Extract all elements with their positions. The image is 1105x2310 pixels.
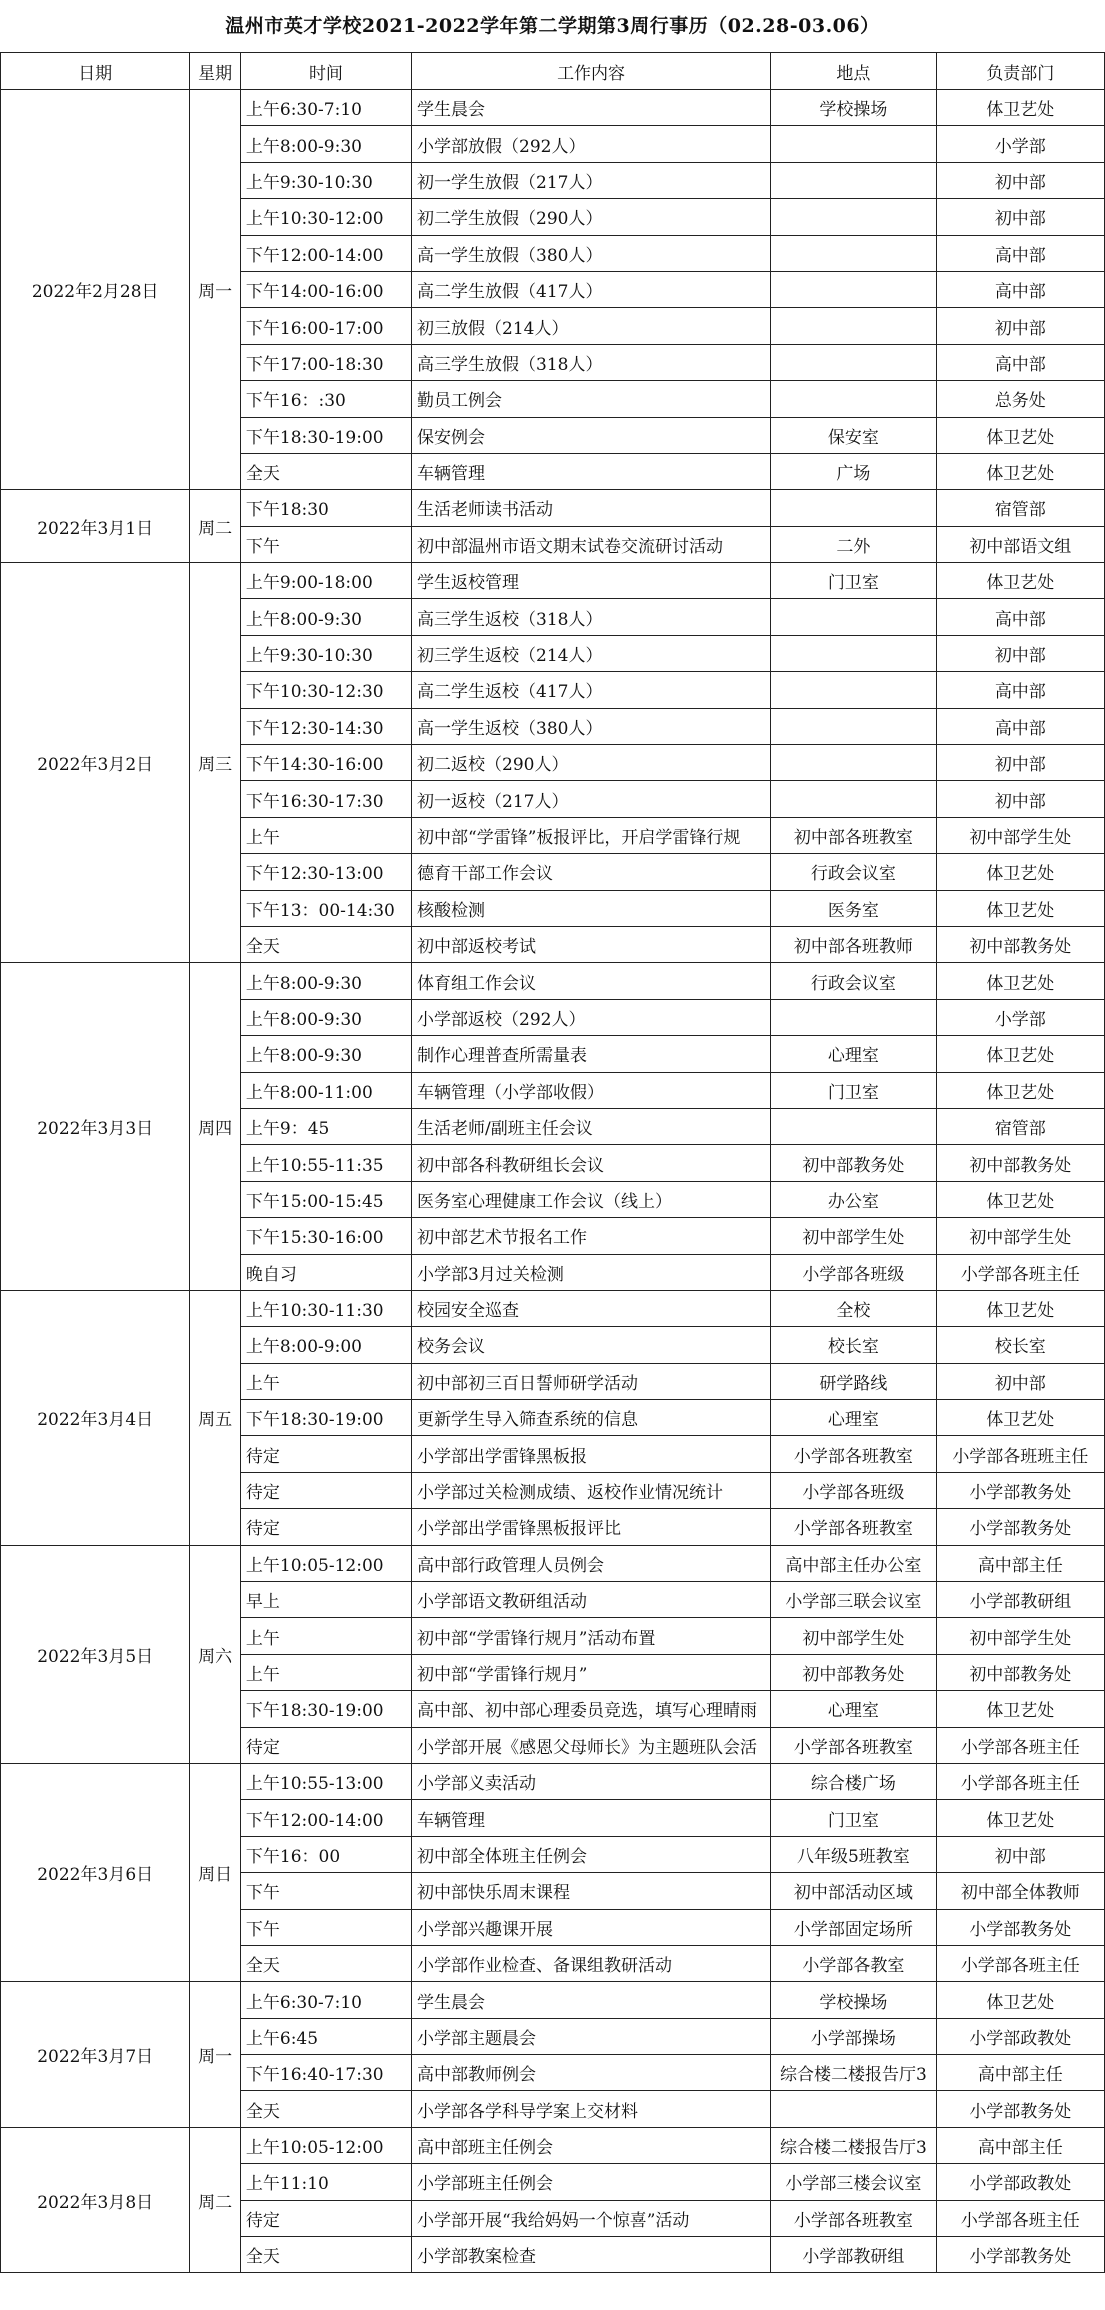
place-cell: [771, 490, 937, 526]
schedule-body: [1, 90, 1105, 2273]
dept-cell: 小学部: [936, 999, 1104, 1035]
content-cell: 小学部义卖活动: [412, 1763, 771, 1799]
time-cell: 下午18:30-19:00: [240, 1400, 411, 1436]
place-cell: [771, 999, 937, 1035]
place-cell: 初中部教务处: [771, 1654, 937, 1690]
time-cell: 上午9:30-10:30: [240, 162, 411, 198]
time-cell: 全天: [240, 453, 411, 489]
weekday-cell: 周日: [190, 1763, 241, 1981]
dept-cell: 初中部: [936, 199, 1104, 235]
content-cell: 初中部全体班主任例会: [412, 1836, 771, 1872]
time-cell: 下午16:00-17:00: [240, 308, 411, 344]
column-header-date: 日期: [1, 53, 190, 90]
dept-cell: 高中部: [936, 599, 1104, 635]
content-cell: 小学部语文教研组活动: [412, 1582, 771, 1618]
content-cell: 更新学生导入筛查系统的信息: [412, 1400, 771, 1436]
dept-cell: 小学部教务处: [936, 1472, 1104, 1508]
content-cell: 校务会议: [412, 1327, 771, 1363]
time-cell: 上午8:00-9:30: [240, 999, 411, 1035]
dept-cell: 小学部教务处: [936, 2237, 1104, 2273]
time-cell: 下午: [240, 526, 411, 562]
content-cell: 初三放假（214人）: [412, 308, 771, 344]
time-cell: 全天: [240, 926, 411, 962]
time-cell: 下午18:30-19:00: [240, 417, 411, 453]
place-cell: 初中部活动区域: [771, 1873, 937, 1909]
time-cell: 全天: [240, 2091, 411, 2127]
dept-cell: 高中部: [936, 672, 1104, 708]
dept-cell: 体卫艺处: [936, 1181, 1104, 1217]
weekday-cell: 周一: [190, 90, 241, 490]
content-cell: 车辆管理: [412, 1800, 771, 1836]
place-cell: 心理室: [771, 1036, 937, 1072]
content-cell: 小学部放假（292人）: [412, 126, 771, 162]
place-cell: [771, 235, 937, 271]
dept-cell: 小学部: [936, 126, 1104, 162]
dept-cell: 初中部: [936, 745, 1104, 781]
time-cell: 上午9:00-18:00: [240, 563, 411, 599]
place-cell: 全校: [771, 1290, 937, 1326]
content-cell: 高二学生放假（417人）: [412, 271, 771, 307]
time-cell: 下午14:00-16:00: [240, 271, 411, 307]
time-cell: 下午15:30-16:00: [240, 1218, 411, 1254]
place-cell: 初中部学生处: [771, 1618, 937, 1654]
date-cell: 2022年3月8日: [1, 2127, 190, 2273]
place-cell: 心理室: [771, 1691, 937, 1727]
dept-cell: 校长室: [936, 1327, 1104, 1363]
dept-cell: 小学部政教处: [936, 2018, 1104, 2054]
place-cell: [771, 381, 937, 417]
content-cell: 小学部开展“我给妈妈一个惊喜”活动: [412, 2200, 771, 2236]
dept-cell: 高中部主任: [936, 2127, 1104, 2163]
content-cell: 德育干部工作会议: [412, 854, 771, 890]
content-cell: 高中部教师例会: [412, 2055, 771, 2091]
weekday-cell: 周二: [190, 490, 241, 563]
content-cell: 小学部班主任例会: [412, 2164, 771, 2200]
content-cell: 学生晨会: [412, 1982, 771, 2018]
time-cell: 待定: [240, 1727, 411, 1763]
content-cell: 初中部艺术节报名工作: [412, 1218, 771, 1254]
time-cell: 下午16:30-17:30: [240, 781, 411, 817]
place-cell: 初中部教务处: [771, 1145, 937, 1181]
dept-cell: 体卫艺处: [936, 1982, 1104, 2018]
table-row: [1, 1290, 1105, 1326]
time-cell: 上午: [240, 817, 411, 853]
content-cell: 初中部返校考试: [412, 926, 771, 962]
dept-cell: 宿管部: [936, 490, 1104, 526]
weekday-cell: 周六: [190, 1545, 241, 1763]
place-cell: 小学部三联会议室: [771, 1582, 937, 1618]
time-cell: 下午12:00-14:00: [240, 1800, 411, 1836]
place-cell: 小学部各班教室: [771, 2200, 937, 2236]
content-cell: 高中部、初中部心理委员竞选，填写心理晴雨: [412, 1691, 771, 1727]
place-cell: [771, 308, 937, 344]
content-cell: 初一返校（217人）: [412, 781, 771, 817]
place-cell: 研学路线: [771, 1363, 937, 1399]
time-cell: 下午16：00: [240, 1836, 411, 1872]
dept-cell: 体卫艺处: [936, 854, 1104, 890]
dept-cell: 高中部: [936, 344, 1104, 380]
time-cell: 待定: [240, 1436, 411, 1472]
dept-cell: 初中部教务处: [936, 1145, 1104, 1181]
place-cell: 小学部各班教室: [771, 1509, 937, 1545]
time-cell: 上午: [240, 1654, 411, 1690]
weekday-cell: 周一: [190, 1982, 241, 2128]
dept-cell: 初中部学生处: [936, 817, 1104, 853]
content-cell: 高一学生返校（380人）: [412, 708, 771, 744]
content-cell: 初中部“学雷锋”板报评比，开启学雷锋行规: [412, 817, 771, 853]
place-cell: 小学部各班级: [771, 1254, 937, 1290]
dept-cell: 小学部各班主任: [936, 1763, 1104, 1799]
place-cell: 综合楼二楼报告厅3: [771, 2055, 937, 2091]
time-cell: 上午10:30-12:00: [240, 199, 411, 235]
time-cell: 上午8:00-11:00: [240, 1072, 411, 1108]
content-cell: 小学部兴趣课开展: [412, 1909, 771, 1945]
time-cell: 下午17:00-18:30: [240, 344, 411, 380]
content-cell: 保安例会: [412, 417, 771, 453]
dept-cell: 体卫艺处: [936, 1400, 1104, 1436]
content-cell: 初中部各科教研组长会议: [412, 1145, 771, 1181]
content-cell: 小学部开展《感恩父母师长》为主题班队会活: [412, 1727, 771, 1763]
place-cell: 办公室: [771, 1181, 937, 1217]
time-cell: 下午15:00-15:45: [240, 1181, 411, 1217]
content-cell: 高二学生返校（417人）: [412, 672, 771, 708]
dept-cell: 高中部主任: [936, 2055, 1104, 2091]
content-cell: 初二学生放假（290人）: [412, 199, 771, 235]
place-cell: 初中部各班教室: [771, 817, 937, 853]
content-cell: 学生晨会: [412, 90, 771, 126]
dept-cell: 小学部政教处: [936, 2164, 1104, 2200]
place-cell: 综合楼广场: [771, 1763, 937, 1799]
dept-cell: 高中部: [936, 708, 1104, 744]
place-cell: 保安室: [771, 417, 937, 453]
place-cell: [771, 2091, 937, 2127]
place-cell: [771, 1108, 937, 1144]
weekday-cell: 周五: [190, 1290, 241, 1545]
column-header-dept: 负责部门: [936, 53, 1104, 90]
content-cell: 小学部返校（292人）: [412, 999, 771, 1035]
time-cell: 早上: [240, 1582, 411, 1618]
time-cell: 上午10:05-12:00: [240, 2127, 411, 2163]
time-cell: 下午16：:30: [240, 381, 411, 417]
time-cell: 下午18:30: [240, 490, 411, 526]
content-cell: 小学部出学雷锋黑板报评比: [412, 1509, 771, 1545]
content-cell: 勤员工例会: [412, 381, 771, 417]
content-cell: 初中部“学雷锋行规月”活动布置: [412, 1618, 771, 1654]
place-cell: 综合楼二楼报告厅3: [771, 2127, 937, 2163]
place-cell: 初中部各班教师: [771, 926, 937, 962]
place-cell: 行政会议室: [771, 854, 937, 890]
place-cell: 二外: [771, 526, 937, 562]
time-cell: 全天: [240, 1945, 411, 1981]
dept-cell: 体卫艺处: [936, 890, 1104, 926]
dept-cell: 小学部各班主任: [936, 1945, 1104, 1981]
table-row: [1, 90, 1105, 126]
place-cell: [771, 745, 937, 781]
time-cell: 上午10:55-11:35: [240, 1145, 411, 1181]
place-cell: 医务室: [771, 890, 937, 926]
place-cell: 学校操场: [771, 90, 937, 126]
dept-cell: 宿管部: [936, 1108, 1104, 1144]
dept-cell: 小学部教务处: [936, 2091, 1104, 2127]
date-cell: 2022年3月6日: [1, 1763, 190, 1981]
place-cell: [771, 344, 937, 380]
dept-cell: 体卫艺处: [936, 1691, 1104, 1727]
dept-cell: 体卫艺处: [936, 563, 1104, 599]
dept-cell: 高中部主任: [936, 1545, 1104, 1581]
time-cell: 下午12:00-14:00: [240, 235, 411, 271]
time-cell: 待定: [240, 1472, 411, 1508]
place-cell: 初中部学生处: [771, 1218, 937, 1254]
content-cell: 小学部出学雷锋黑板报: [412, 1436, 771, 1472]
dept-cell: 小学部教务处: [936, 1909, 1104, 1945]
table-row: [1, 1545, 1105, 1581]
time-cell: 下午: [240, 1873, 411, 1909]
time-cell: 上午11:10: [240, 2164, 411, 2200]
time-cell: 上午8:00-9:00: [240, 1327, 411, 1363]
time-cell: 上午10:30-11:30: [240, 1290, 411, 1326]
dept-cell: 初中部全体教师: [936, 1873, 1104, 1909]
dept-cell: 初中部: [936, 308, 1104, 344]
content-cell: 初中部温州市语文期末试卷交流研讨活动: [412, 526, 771, 562]
time-cell: 待定: [240, 2200, 411, 2236]
time-cell: 下午10:30-12:30: [240, 672, 411, 708]
place-cell: 小学部各教室: [771, 1945, 937, 1981]
place-cell: 门卫室: [771, 1072, 937, 1108]
content-cell: 小学部作业检查、备课组教研活动: [412, 1945, 771, 1981]
place-cell: 行政会议室: [771, 963, 937, 999]
table-row: [1, 1982, 1105, 2018]
content-cell: 初三学生返校（214人）: [412, 635, 771, 671]
dept-cell: 小学部各班主任: [936, 2200, 1104, 2236]
date-cell: 2022年3月4日: [1, 1290, 190, 1545]
dept-cell: 体卫艺处: [936, 90, 1104, 126]
column-header-weekday: 星期: [190, 53, 241, 90]
time-cell: 晚自习: [240, 1254, 411, 1290]
place-cell: 小学部教研组: [771, 2237, 937, 2273]
time-cell: 上午6:45: [240, 2018, 411, 2054]
time-cell: 上午8:00-9:30: [240, 599, 411, 635]
dept-cell: 初中部语文组: [936, 526, 1104, 562]
content-cell: 初中部快乐周末课程: [412, 1873, 771, 1909]
content-cell: 车辆管理: [412, 453, 771, 489]
time-cell: 下午: [240, 1909, 411, 1945]
place-cell: [771, 635, 937, 671]
place-cell: 小学部各班教室: [771, 1727, 937, 1763]
place-cell: [771, 162, 937, 198]
content-cell: 小学部过关检测成绩、返校作业情况统计: [412, 1472, 771, 1508]
dept-cell: 初中部学生处: [936, 1218, 1104, 1254]
date-cell: 2022年3月5日: [1, 1545, 190, 1763]
dept-cell: 体卫艺处: [936, 453, 1104, 489]
dept-cell: 总务处: [936, 381, 1104, 417]
dept-cell: 初中部: [936, 1836, 1104, 1872]
dept-cell: 体卫艺处: [936, 1072, 1104, 1108]
place-cell: 小学部各班教室: [771, 1436, 937, 1472]
content-cell: 高三学生放假（318人）: [412, 344, 771, 380]
time-cell: 上午10:55-13:00: [240, 1763, 411, 1799]
table-row: [1, 2127, 1105, 2163]
column-header-content: 工作内容: [412, 53, 771, 90]
content-cell: 高三学生返校（318人）: [412, 599, 771, 635]
time-cell: 上午8:00-9:30: [240, 963, 411, 999]
time-cell: 上午8:00-9:30: [240, 126, 411, 162]
place-cell: [771, 126, 937, 162]
time-cell: 下午12:30-14:30: [240, 708, 411, 744]
place-cell: 小学部操场: [771, 2018, 937, 2054]
dept-cell: 体卫艺处: [936, 1290, 1104, 1326]
date-cell: 2022年3月3日: [1, 963, 190, 1291]
place-cell: [771, 599, 937, 635]
content-cell: 高中部行政管理人员例会: [412, 1545, 771, 1581]
dept-cell: 初中部: [936, 635, 1104, 671]
dept-cell: 初中部: [936, 1363, 1104, 1399]
page-title: 温州市英才学校2021-2022学年第二学期第3周行事历（02.28-03.06）: [225, 15, 880, 37]
schedule-table: [0, 52, 1105, 2273]
time-cell: 上午: [240, 1618, 411, 1654]
time-cell: 上午8:00-9:30: [240, 1036, 411, 1072]
place-cell: 广场: [771, 453, 937, 489]
dept-cell: 小学部教务处: [936, 1509, 1104, 1545]
content-cell: 医务室心理健康工作会议（线上）: [412, 1181, 771, 1217]
place-cell: 小学部三楼会议室: [771, 2164, 937, 2200]
time-cell: 下午13：00-14:30: [240, 890, 411, 926]
content-cell: 初中部初三百日誓师研学活动: [412, 1363, 771, 1399]
dept-cell: 体卫艺处: [936, 1800, 1104, 1836]
date-cell: 2022年3月2日: [1, 563, 190, 963]
content-cell: 体育组工作会议: [412, 963, 771, 999]
place-cell: 小学部固定场所: [771, 1909, 937, 1945]
content-cell: 学生返校管理: [412, 563, 771, 599]
column-header-place: 地点: [771, 53, 937, 90]
time-cell: 下午18:30-19:00: [240, 1691, 411, 1727]
dept-cell: 初中部教务处: [936, 1654, 1104, 1690]
place-cell: 小学部各班级: [771, 1472, 937, 1508]
dept-cell: 高中部: [936, 235, 1104, 271]
dept-cell: 小学部各班主任: [936, 1727, 1104, 1763]
content-cell: 生活老师读书活动: [412, 490, 771, 526]
dept-cell: 体卫艺处: [936, 417, 1104, 453]
time-cell: 上午9:30-10:30: [240, 635, 411, 671]
time-cell: 待定: [240, 1509, 411, 1545]
dept-cell: 初中部: [936, 781, 1104, 817]
place-cell: 八年级5班教室: [771, 1836, 937, 1872]
content-cell: 初一学生放假（217人）: [412, 162, 771, 198]
dept-cell: 初中部学生处: [936, 1618, 1104, 1654]
content-cell: 小学部3月过关检测: [412, 1254, 771, 1290]
weekday-cell: 周四: [190, 963, 241, 1291]
dept-cell: 高中部: [936, 271, 1104, 307]
table-row: [1, 490, 1105, 526]
weekday-cell: 周三: [190, 563, 241, 963]
date-cell: 2022年3月7日: [1, 1982, 190, 2128]
column-header-time: 时间: [240, 53, 411, 90]
dept-cell: 小学部教研组: [936, 1582, 1104, 1618]
place-cell: 门卫室: [771, 563, 937, 599]
content-cell: 校园安全巡查: [412, 1290, 771, 1326]
dept-cell: 体卫艺处: [936, 1036, 1104, 1072]
time-cell: 上午: [240, 1363, 411, 1399]
place-cell: [771, 199, 937, 235]
content-cell: 车辆管理（小学部收假）: [412, 1072, 771, 1108]
place-cell: 学校操场: [771, 1982, 937, 2018]
content-cell: 高中部班主任例会: [412, 2127, 771, 2163]
weekday-cell: 周二: [190, 2127, 241, 2273]
place-cell: 校长室: [771, 1327, 937, 1363]
place-cell: 门卫室: [771, 1800, 937, 1836]
content-cell: 制作心理普查所需量表: [412, 1036, 771, 1072]
place-cell: 高中部主任办公室: [771, 1545, 937, 1581]
content-cell: 小学部各学科导学案上交材料: [412, 2091, 771, 2127]
table-row: [1, 963, 1105, 999]
table-header-row: [1, 53, 1105, 90]
content-cell: 核酸检测: [412, 890, 771, 926]
time-cell: 下午16:40-17:30: [240, 2055, 411, 2091]
place-cell: [771, 708, 937, 744]
dept-cell: 初中部教务处: [936, 926, 1104, 962]
time-cell: 上午6:30-7:10: [240, 90, 411, 126]
date-cell: 2022年2月28日: [1, 90, 190, 490]
dept-cell: 初中部: [936, 162, 1104, 198]
dept-cell: 体卫艺处: [936, 963, 1104, 999]
table-row: [1, 563, 1105, 599]
time-cell: 下午14:30-16:00: [240, 745, 411, 781]
time-cell: 上午6:30-7:10: [240, 1982, 411, 2018]
time-cell: 上午10:05-12:00: [240, 1545, 411, 1581]
content-cell: 小学部主题晨会: [412, 2018, 771, 2054]
time-cell: 上午9：45: [240, 1108, 411, 1144]
place-cell: 心理室: [771, 1400, 937, 1436]
content-cell: 小学部教案检查: [412, 2237, 771, 2273]
time-cell: 全天: [240, 2237, 411, 2273]
place-cell: [771, 672, 937, 708]
content-cell: 高一学生放假（380人）: [412, 235, 771, 271]
content-cell: 生活老师/副班主任会议: [412, 1108, 771, 1144]
time-cell: 下午12:30-13:00: [240, 854, 411, 890]
place-cell: [771, 781, 937, 817]
content-cell: 初二返校（290人）: [412, 745, 771, 781]
content-cell: 初中部“学雷锋行规月”: [412, 1654, 771, 1690]
dept-cell: 小学部各班主任: [936, 1254, 1104, 1290]
dept-cell: 小学部各班班主任: [936, 1436, 1104, 1472]
place-cell: [771, 271, 937, 307]
date-cell: 2022年3月1日: [1, 490, 190, 563]
table-row: [1, 1763, 1105, 1799]
